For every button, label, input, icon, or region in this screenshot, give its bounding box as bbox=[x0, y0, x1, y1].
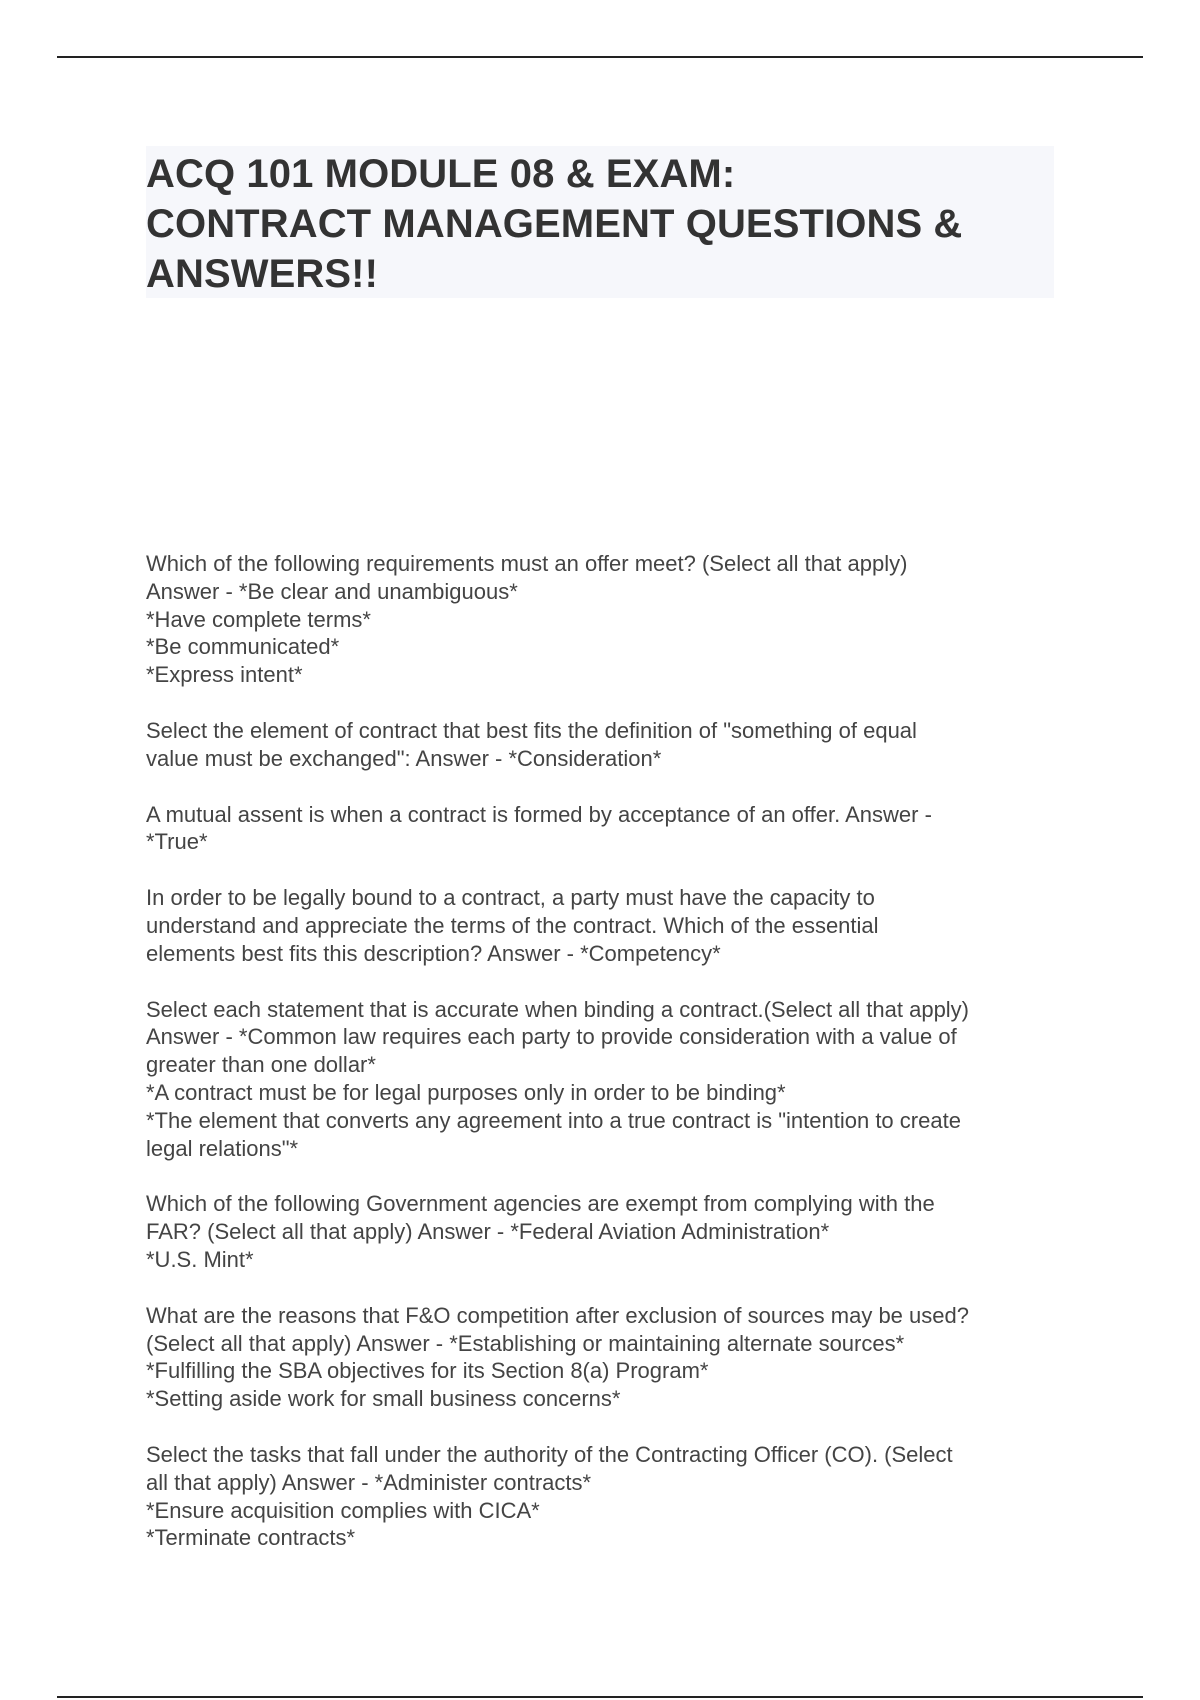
qa-line: value must be exchanged": Answer - *Consideration* bbox=[146, 745, 662, 771]
qa-item bbox=[146, 801, 1066, 857]
qa-line: FAR? (Select all that apply) Answer - *Federal Aviation Administration* bbox=[146, 1219, 830, 1245]
top-divider bbox=[57, 56, 1143, 58]
qa-item bbox=[146, 1441, 1066, 1552]
qa-line: legal relations"* bbox=[146, 1135, 299, 1161]
qa-line: Answer - *Be clear and unambiguous* bbox=[146, 578, 518, 604]
qa-line: What are the reasons that F&O competition after exclusion of sources may be used? bbox=[146, 1302, 969, 1328]
qa-line: *Fulfilling the SBA objectives for its Section 8(a) Program* bbox=[146, 1358, 709, 1384]
qa-line: *True* bbox=[146, 829, 208, 855]
qa-line: Which of the following requirements must an offer meet? (Select all that apply) bbox=[146, 551, 908, 576]
qa-line: all that apply) Answer - *Administer contracts* bbox=[146, 1469, 592, 1495]
qa-line: greater than one dollar* bbox=[146, 1052, 376, 1078]
qa-item bbox=[146, 717, 1066, 773]
qa-line: In order to be legally bound to a contract, a party must have the capacity to bbox=[146, 885, 875, 911]
qa-item bbox=[146, 884, 1066, 967]
qa-line: A mutual assent is when a contract is formed by acceptance of an offer. Answer - bbox=[146, 801, 932, 827]
qa-line: *A contract must be for legal purposes only in order to be binding* bbox=[146, 1079, 786, 1105]
document-title bbox=[146, 149, 1066, 299]
qa-line: understand and appreciate the terms of the contract. Which of the essential bbox=[146, 912, 879, 938]
qa-line: *U.S. Mint* bbox=[146, 1246, 254, 1272]
qa-line: *Express intent* bbox=[146, 662, 303, 688]
qa-line: Which of the following Government agencies are exempt from complying with the bbox=[146, 1191, 935, 1217]
bottom-divider bbox=[57, 1696, 1143, 1698]
qa-line: Select the element of contract that best fits the definition of "something of equal bbox=[146, 717, 917, 743]
qa-line: *Ensure acquisition complies with CICA* bbox=[146, 1497, 540, 1523]
qa-line: *Setting aside work for small business concerns* bbox=[146, 1386, 621, 1412]
qa-list bbox=[146, 550, 1066, 1580]
title-line: ACQ 101 MODULE 08 & EXAM: bbox=[146, 152, 736, 196]
qa-item bbox=[146, 1190, 1066, 1273]
qa-item bbox=[146, 996, 1066, 1163]
title-line: CONTRACT MANAGEMENT QUESTIONS & bbox=[146, 202, 963, 246]
qa-item bbox=[146, 550, 1066, 689]
qa-line: *Be communicated* bbox=[146, 634, 340, 660]
qa-line: (Select all that apply) Answer - *Establishing or maintaining alternate sources* bbox=[146, 1330, 905, 1356]
qa-line: *The element that converts any agreement into a true contract is "intention to create bbox=[146, 1107, 961, 1133]
qa-item bbox=[146, 1302, 1066, 1413]
qa-line: elements best fits this description? Answer - *Competency* bbox=[146, 940, 721, 966]
title-line: ANSWERS!! bbox=[146, 252, 378, 296]
qa-line: Select the tasks that fall under the authority of the Contracting Officer (CO). (Select bbox=[146, 1441, 953, 1467]
qa-line: *Terminate contracts* bbox=[146, 1525, 356, 1551]
qa-line: *Have complete terms* bbox=[146, 606, 371, 632]
qa-line: Select each statement that is accurate when binding a contract.(Select all that apply) bbox=[146, 996, 970, 1022]
qa-line: Answer - *Common law requires each party to provide consideration with a value of bbox=[146, 1024, 957, 1050]
